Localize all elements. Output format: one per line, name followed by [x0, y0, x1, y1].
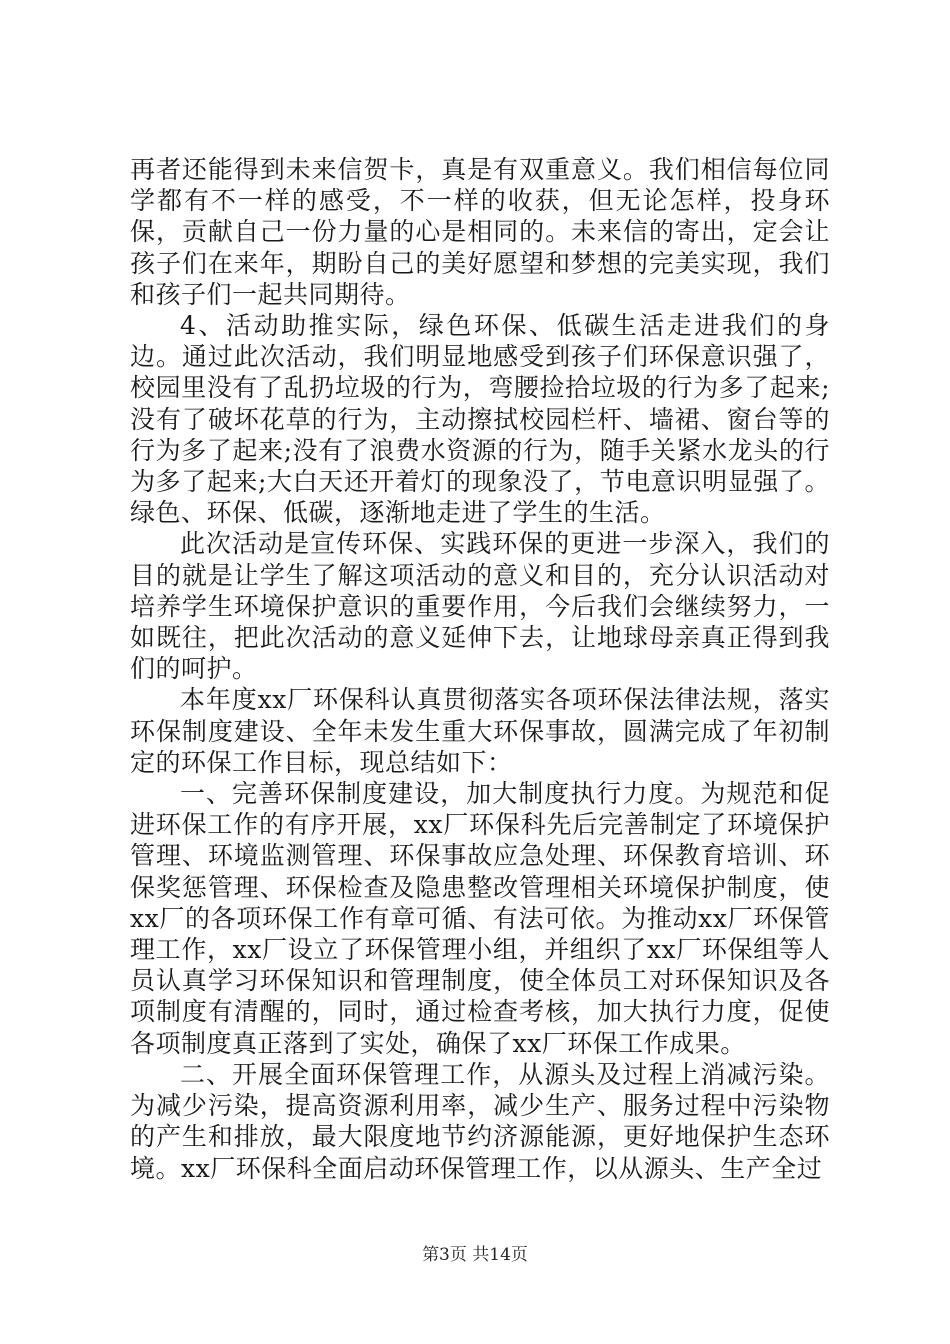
- page-number-footer: 第3页 共14页: [422, 1245, 528, 1265]
- paragraph-3: 此次活动是宣传环保、实践环保的更进一步深入，我们的目的就是让学生了解这项活动的意义和目的，充分认识活动对培养学生环境保护意识的重要作用，今后我们会继续努力，一如既往，把此次活动的意义延伸下去，让地球母亲真正得到我们的呵护。: [130, 529, 830, 684]
- paragraph-4: 本年度xx厂环保科认真贯彻落实各项环保法律法规，落实环保制度建设、全年未发生重大环保事故，圆满完成了年初制定的环保工作目标，现总结如下：: [130, 685, 830, 777]
- document-body: [130, 154, 830, 1184]
- paragraph-5: 一、完善环保制度建设，加大制度执行力度。为规范和促进环保工作的有序开展，xx厂环保科先后完善制定了环境保护管理、环境监测管理、环保事故应急处理、环保教育培训、环保奖惩管理、环保检查及隐患整改管理相关环境保护制度，使xx厂的各项环保工作有章可循、有法可依。为推动xx厂环保管理工作，xx厂设立了环保管理小组，并组织了xx厂环保组等人员认真学习环保知识和管理制度，使全体员工对环保知识及各项制度有清醒的，同时，通过检查考核，加大执行力度，促使各项制度真正落到了实处，确保了xx厂环保工作成果。: [130, 779, 830, 1058]
- paragraph-1: 再者还能得到未来信贺卡，真是有双重意义。我们相信每位同学都有不一样的感受，不一样的收获，但无论怎样，投身环保，贡献自己一份力量的心是相同的。未来信的寄出，定会让孩子们在来年，期盼自己的美好愿望和梦想的完美实现，我们和孩子们一起共同期待。: [130, 155, 830, 309]
- paragraph-2: 4、活动助推实际，绿色环保、低碳生活走进我们的身边。通过此次活动，我们明显地感受到孩子们环保意识强了，校园里没有了乱扔垃圾的行为，弯腰捡拾垃圾的行为多了起来;没有了破坏花草的行为，主动擦拭校园栏杆、墙裙、窗台等的行为多了起来;没有了浪费水资源的行为，随手关紧水龙头的行为多了起来;大白天还开着灯的现象没了，节电意识明显强了。绿色、环保、低碳，逐渐地走进了学生的生活。: [130, 311, 830, 528]
- paragraph-6: 二、开展全面环保管理工作，从源头及过程上消减污染。为减少污染，提高资源利用率，减少生产、服务过程中污染物的产生和排放，最大限度地节约济源能源，更好地保护生态环境。xx厂环保科全面启动环保管理工作，以从源头、生产全过: [130, 1059, 830, 1183]
